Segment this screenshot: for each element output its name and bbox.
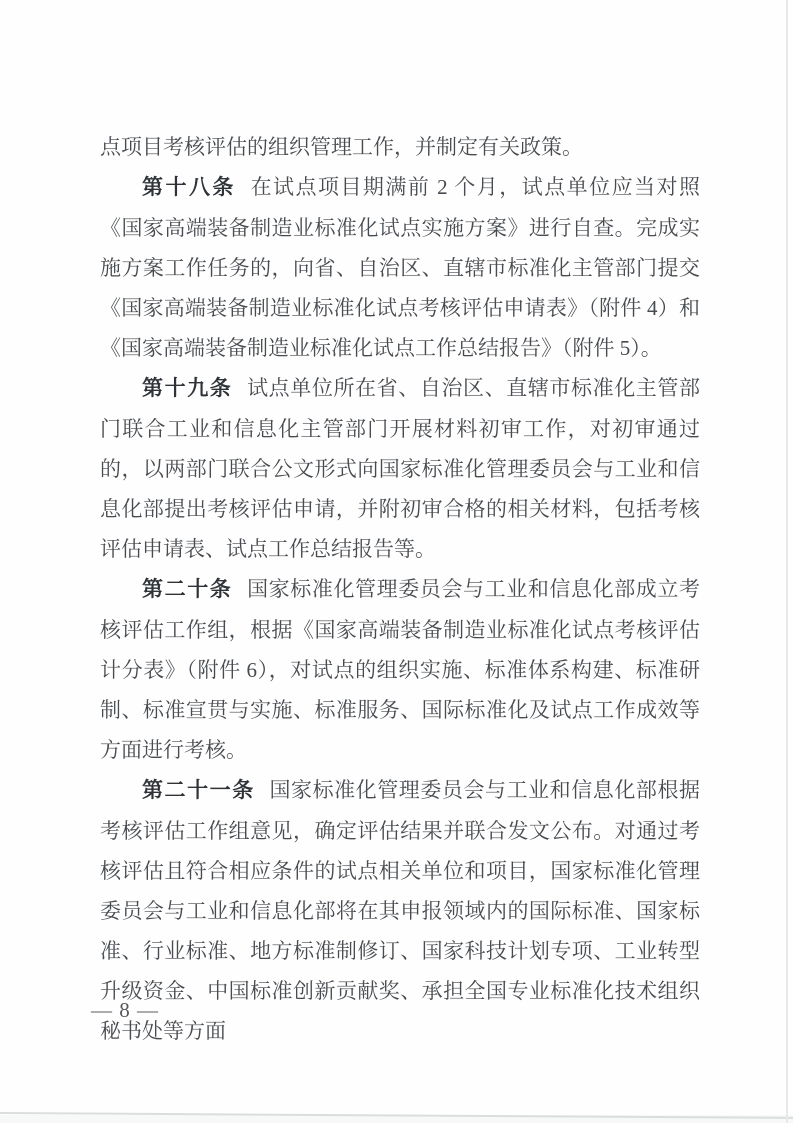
article-20-text: 国家标准化管理委员会与工业和信息化部成立考核评估工作组，根据《国家高端装备制造业标准化试点考核评估计分表》（附件 6），对试点的组织实施、标准体系构建、标准研制、标准宣贯与实施、标准服务、国际标准化及试点工作成效等方面进行考核。 [100, 577, 701, 762]
article-18-text: 在试点项目期满前 2 个月，试点单位应当对照《国家高端装备制造业标准化试点实施方案》进行自查。完成实施方案工作任务的，向省、自治区、直辖市标准化主管部门提交《国家高端装备制造业标准化试点考核评估申请表》（附件 4）和《国家高端装备制造业标准化试点工作总结报告》（附件 5）。 [100, 175, 701, 360]
article-18-heading: 第十八条 [142, 176, 236, 199]
article-21-text: 国家标准化管理委员会与工业和信息化部根据考核评估工作组意见，确定评估结果并联合发文公布。对通过考核评估且符合相应条件的试点相关单位和项目，国家标准化管理委员会与工业和信息化部将在其申报领域内的国际标准、国家标准、行业标准、地方标准制修订、国家科技计划专项、工业转型升级资金、中国标准创新贡献奖、承担全国专业标准化技术组织秘书处等方面 [100, 778, 701, 1043]
paragraph-continuation [100, 127, 700, 167]
scan-edge-right-line [786, 0, 788, 1123]
article-18 [100, 167, 700, 368]
article-21-heading: 第二十一条 [142, 779, 255, 802]
article-20-heading: 第二十条 [142, 578, 233, 601]
document-body [100, 127, 700, 1051]
page-number: — 8 — [91, 998, 159, 1022]
article-19-heading: 第十九条 [142, 377, 233, 400]
article-20 [100, 569, 700, 770]
article-19 [100, 368, 700, 569]
article-21 [100, 770, 700, 1051]
article-19-text: 试点单位所在省、自治区、直辖市标准化主管部门联合工业和信息化主管部门开展材料初审工作，对初审通过的，以两部门联合公文形式向国家标准化管理委员会与工业和信息化部提出考核评估申请，并附初审合格的相关材料，包括考核评估申请表、试点工作总结报告等。 [100, 376, 701, 561]
paragraph-continuation-text: 点项目考核评估的组织管理工作，并制定有关政策。 [100, 135, 583, 159]
